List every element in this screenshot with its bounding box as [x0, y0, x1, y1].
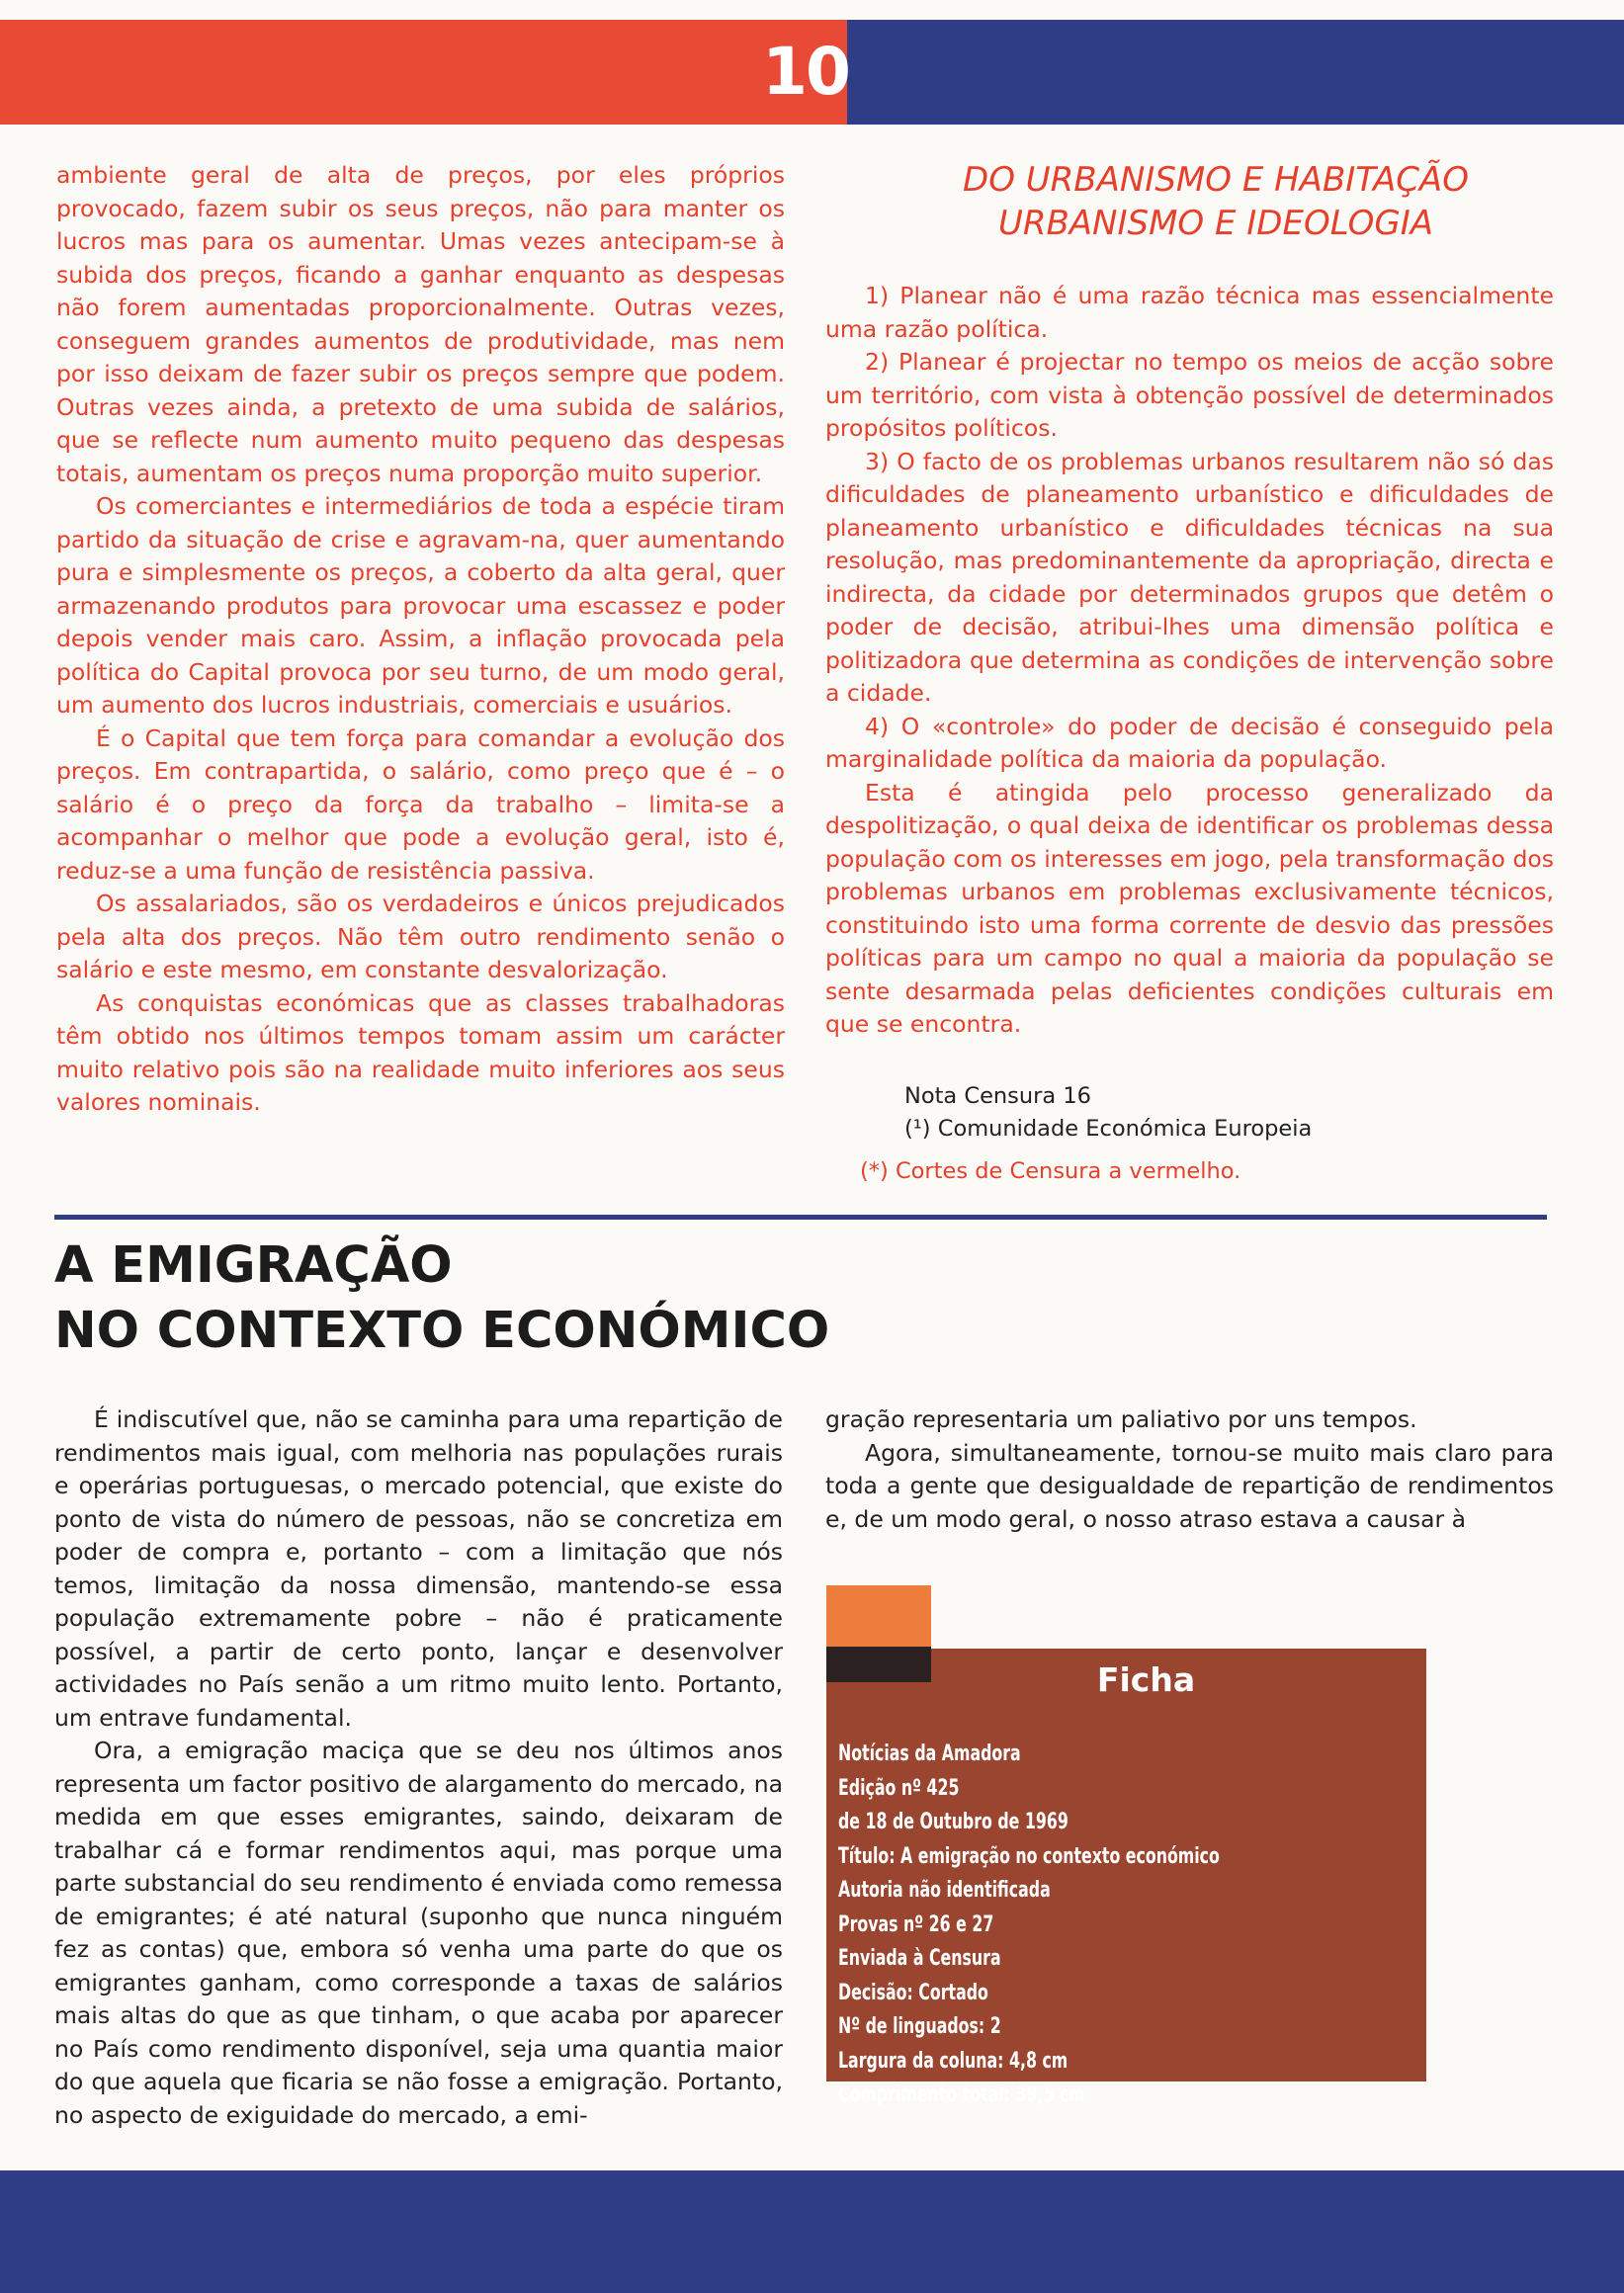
- paragraph: 1) Planear não é uma razão técnica mas essencialmente uma razão política.: [825, 282, 1554, 343]
- paragraph: Ora, a emigração maciça que se deu nos últimos anos representa um factor positivo de alargamento do mercado, na medida em que esses emigrantes, saindo, deixaram de trabalhar cá e formar rendimentos aqui, mas porque uma parte substancial do seu rendimento é enviada como remessa de emigrantes; é até natural (suponho que nunca ninguém fez as contas) que, embora só venha uma parte do que os emigrantes ganham, como corresponde a taxas de salários mais altas do que as que tinham, o que acaba por aparecer no País como rendimento disponível, seja uma quantia maior do que aquela que ficaria se não fosse a emigração. Portanto, no aspecto de exiguidade do mercado, a emi-: [54, 1737, 783, 2129]
- section-divider: [54, 1215, 1547, 1220]
- paragraph: Esta é atingida pelo processo generalizado da despolitização, o qual deixa de identificar os problemas dessa população com os interesses em jogo, pela transformação dos problemas urbanos em problemas exclusivamente técnicos, constituindo isto uma forma corrente de desvio das pressões políticas para um campo no qual a maioria da população se sente desarmada pelas deficientes condições culturais em que se encontra.: [825, 778, 1554, 1038]
- article-title: [54, 1233, 829, 1364]
- bottom-banner: [0, 2170, 1624, 2293]
- top-right-column: [825, 280, 1554, 1042]
- ficha-line: de 18 de Outubro de 1969: [838, 1809, 1068, 1834]
- paragraph: 2) Planear é projectar no tempo os meios de acção sobre um território, com vista à obtenção possível de determinados propósitos políticos.: [825, 348, 1554, 442]
- heading-line-1: DO URBANISMO E HABITAÇÃO: [963, 160, 1469, 200]
- cuts-legend: (*) Cortes de Censura a vermelho.: [860, 1158, 1241, 1184]
- paragraph: As conquistas económicas que as classes trabalhadoras têm obtido nos últimos tempos tomam assim um carácter muito relativo pois são na realidade muito inferiores aos seus valores nominais.: [56, 988, 785, 1116]
- article-right-column: [825, 1403, 1554, 1536]
- paragraph: É o Capital que tem força para comandar a evolução dos preços. Em contrapartida, o salário, como preço que é – o salário é o preço da força da trabalho – limita-se a acompanhar o melhor que pode a evolução geral, isto é, reduz-se a uma função de resistência passiva.: [56, 723, 785, 885]
- paragraph: Os assalariados, são os verdadeiros e únicos prejudicados pela alta dos preços. Não têm outro rendimento senão o salário e este mesmo, em constante desvalorização.: [56, 890, 785, 983]
- top-left-column: [56, 159, 785, 1120]
- title-line: NO CONTEXTO ECONÓMICO: [54, 1302, 830, 1360]
- title-line: A EMIGRAÇÃO: [54, 1236, 453, 1295]
- ficha-line: Decisão: Cortado: [838, 1979, 988, 2005]
- ficha-line: Largura da coluna: 4,8 cm: [838, 2047, 1068, 2074]
- paragraph: ambiente geral de alta de preços, por eles próprios provocado, fazem subir os seus preços, não para manter os lucros mas para os aumentar. Umas vezes antecipam-se à subida dos preços, ficando a ganhar enquanto as despesas não forem aumentadas proporcionalmente. Outras vezes, conseguem grandes aumentos de produtividade, mas nem por isso deixam de fazer subir os preços sempre que podem. Outras vezes ainda, a pretexto de uma subida de salários, que se reflecte num aumento muito pequeno das despesas totais, aumentam os preços numa proporção muito superior.: [56, 161, 785, 487]
- urbanism-heading: [825, 158, 1606, 245]
- ficha-details: [838, 1737, 1327, 2112]
- paragraph: Os comerciantes e intermediários de toda a espécie tiram partido da situação de crise e agravam-na, quer aumentando pura e simplesmente os preços, a coberto da alta geral, quer armazenando produtos para provocar uma escassez e poder depois vender mais caro. Assim, a inflação provocada pela política do Capital provoca por seu turno, de um modo geral, um aumento dos lucros industriais, comerciais e usuários.: [56, 492, 785, 719]
- paragraph: É indiscutível que, não se caminha para uma repartição de rendimentos mais igual, com melhoria nas populações rurais e operárias portuguesas, o mercado potencial, que existe do ponto de vista do número de pessoas, não se concretiza em poder de compra e, portanto – com a limitação que nós temos, limitação da nossa dimensão, mantendo-se essa população extremamente pobre – não é praticamente possível, a partir de certo ponto, lançar e desenvolver actividades no País senão a um ritmo muito lento. Portanto, um entrave fundamental.: [54, 1405, 783, 1732]
- note-line: (¹) Comunidade Económica Europeia: [904, 1116, 1313, 1142]
- page-number: 10: [762, 34, 849, 110]
- ficha-line: Título: A emigração no contexto económico: [838, 1842, 1220, 1869]
- paragraph: 3) O facto de os problemas urbanos resultarem não só das dificuldades de planeamento urbanístico e dificuldades de planeamento urbanístico e dificuldades técnicas na sua resolução, mas predominantemente da apropriação, directa e indirecta, da cidade por determinados grupos que detêm o poder de decisão, atribui-lhes uma dimensão política e politizadora que determina as condições de intervenção sobre a cidade.: [825, 447, 1554, 707]
- ficha-title: Ficha: [1096, 1660, 1196, 1699]
- ficha-line: Nº de linguados: 2: [838, 2013, 1001, 2039]
- ficha-line: Comprimento total: 39,5 cm: [838, 2081, 1085, 2107]
- censorship-note: [904, 1080, 1312, 1146]
- banner-red-segment: [0, 20, 847, 125]
- banner-blue-segment: [847, 20, 1624, 125]
- article-left-column: [54, 1403, 783, 2132]
- ficha-line: Autoria não identificada: [838, 1877, 1051, 1903]
- ficha-line: Enviada à Censura: [838, 1945, 1001, 1971]
- note-line: Nota Censura 16: [904, 1083, 1091, 1109]
- ficha-line: Provas nº 26 e 27: [838, 1911, 994, 1937]
- paragraph: gração representaria um paliativo por uns tempos.: [825, 1405, 1417, 1433]
- ficha-line: Notícias da Amadora: [838, 1741, 1021, 1766]
- heading-line-2: URBANISMO E IDEOLOGIA: [997, 204, 1434, 243]
- paragraph: Agora, simultaneamente, tornou-se muito mais claro para toda a gente que desigualdade de repartição de rendimentos e, de um modo geral, o nosso atraso estava a causar à: [825, 1438, 1554, 1533]
- paragraph: 4) O «controle» do poder de decisão é conseguido pela marginalidade política da maioria da população.: [825, 712, 1554, 773]
- ficha-line: Edição nº 425: [838, 1774, 960, 1801]
